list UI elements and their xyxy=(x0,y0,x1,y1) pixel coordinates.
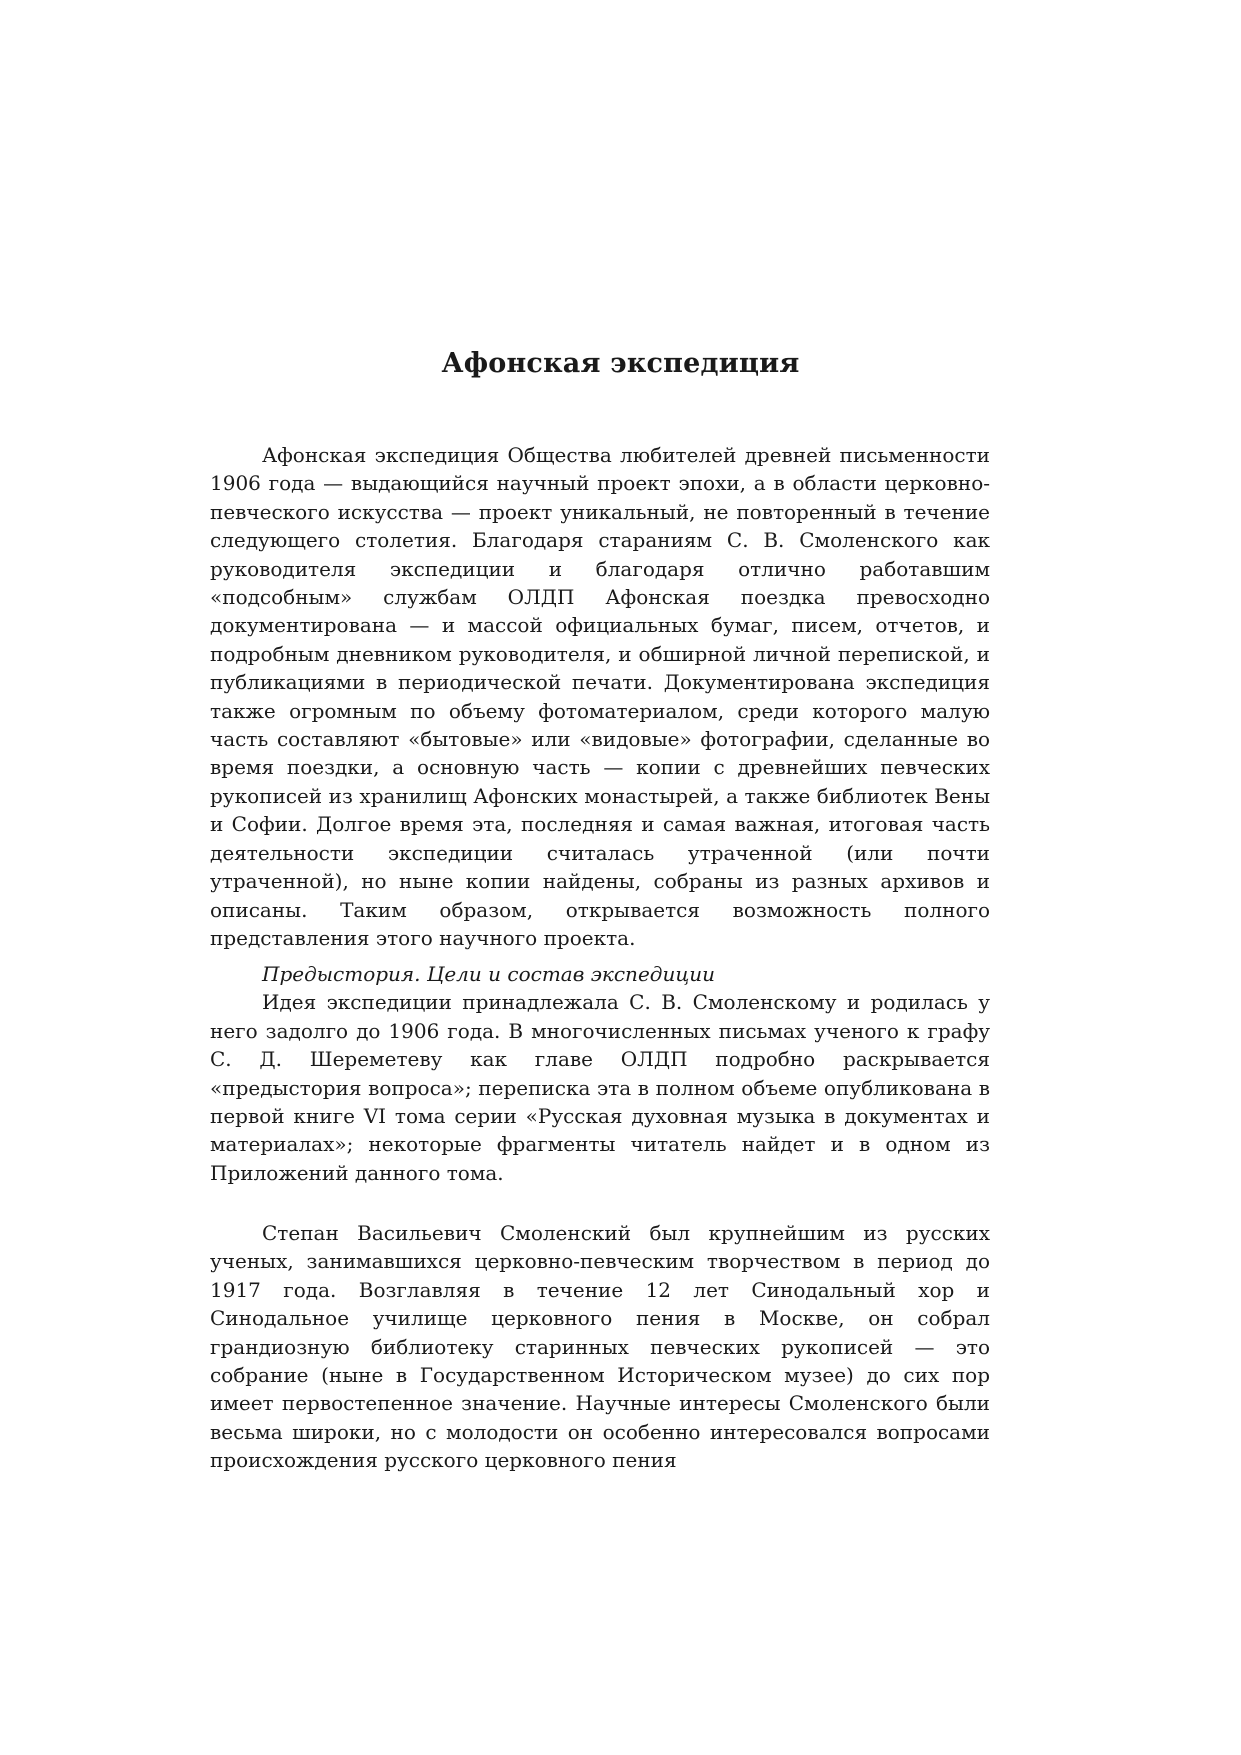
intro-paragraph: Афонская экспедиция Общества любителей древней письменности 1906 года — выдающийся научный проект эпохи, а в области церковно-певческого искусства — проект уникальный, не повторенный в течение следующего столетия. Благодаря стараниям С. В. Смоленского как руководителя экспедиции и благодаря отлично работавшим «подсобным» службам ОЛДП Афонская поездка превосходно документирована — и массой официальных бумаг, писем, отчетов, и подробным дневником руководителя, и обширной личной перепиской, и публикациями в периодической печати. Документирована экспедиция также огромным по объему фотоматериалом, среди которого малую часть составляют «бытовые» или «видовые» фотографии, сделанные во время поездки, а основную часть — копии с древнейших певческих рукописей из хранилищ Афонских монастырей, а также библиотек Вены и Софии. Долгое время эта, последняя и самая важная, итоговая часть деятельности экспедиции считалась утраченной (или почти утраченной), но ныне копии найдены, собраны из разных архивов и описаны. Таким образом, открывается возможность полного представления этого научного проекта. xyxy=(210,443,990,950)
intro-section xyxy=(210,441,990,952)
section-subheading: Предыстория. Цели и состав экспедиции xyxy=(262,962,716,986)
smolensky-section xyxy=(210,1219,990,1475)
body-paragraph: Степан Васильевич Смоленский был крупнейшим из русских ученых, занимавшихся церковно-певческим творчеством в период до 1917 года. Возглавляя в течение 12 лет Синодальный хор и Синодальное училище церковного пения в Москве, он собрал грандиозную библиотеку старинных певческих рукописей — это собрание (ныне в Государственном Историческом музее) до сих пор имеет первостепенное значение. Научные интересы Смоленского были весьма широки, но с молодости он особенно интересовался вопросами происхождения русского церковного пения xyxy=(210,1221,990,1473)
body-paragraph: Идея экспедиции принадлежала С. В. Смоленскому и родилась у него задолго до 1906 года. В многочисленных письмах ученого к графу С. Д. Шереметеву как главе ОЛДП подробно раскрывается «предыстория вопроса»; переписка эта в полном объеме опубликована в первой книге VI тома серии «Русская духовная музыка в документах и материалах»; некоторые фрагменты читатель найдет и в одном из Приложений данного тома. xyxy=(210,990,990,1185)
page-title: Афонская экспедиция xyxy=(441,348,800,379)
prehistory-section xyxy=(210,960,990,1187)
